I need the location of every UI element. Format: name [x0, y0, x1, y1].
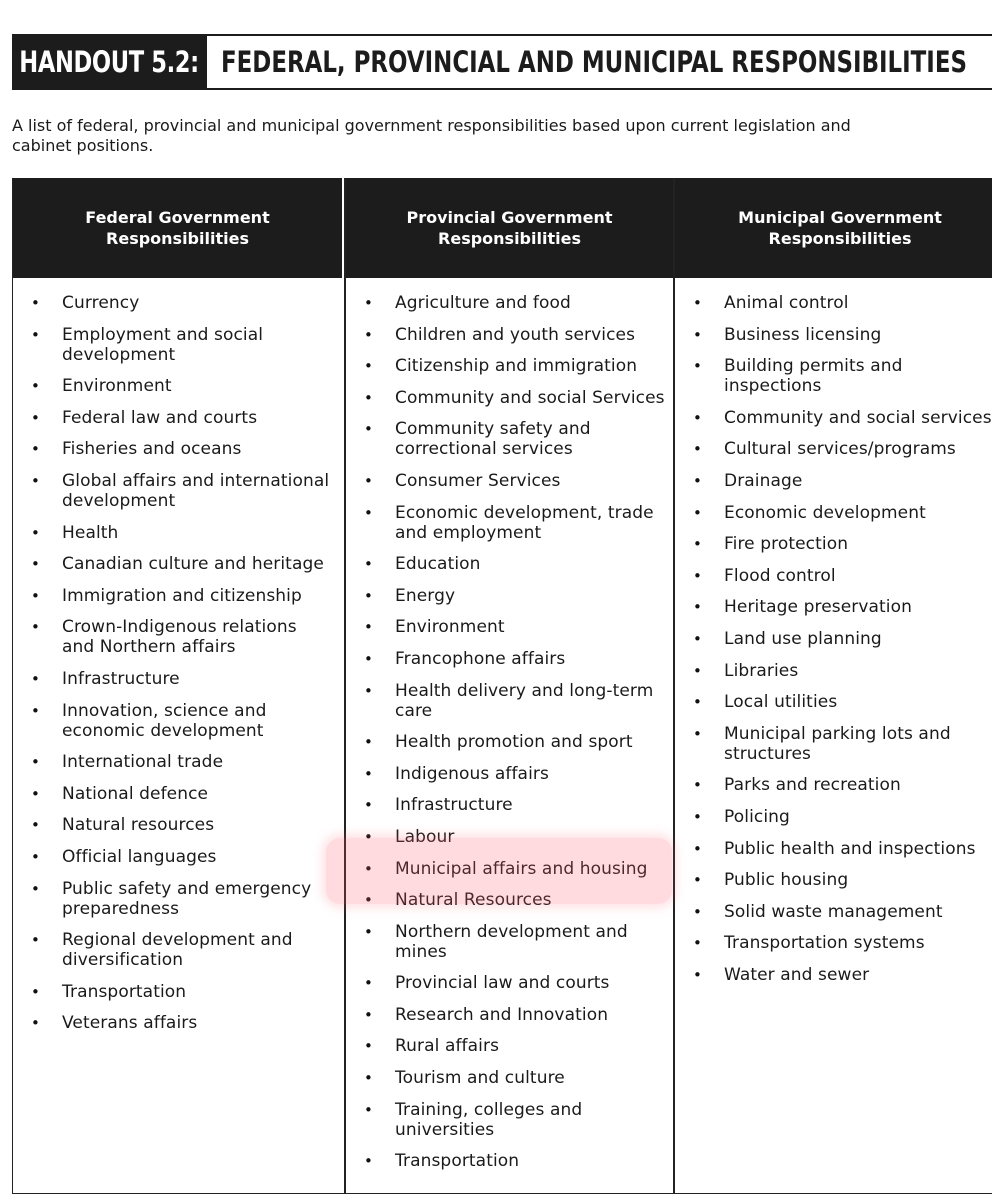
- list-item: [693, 807, 992, 827]
- list-item-text: Flood control: [724, 565, 836, 586]
- bullet-icon: •: [31, 408, 40, 427]
- bullet-icon: •: [31, 440, 40, 459]
- list-item-text: Innovation, science and economic development: [62, 700, 267, 741]
- list-item-text: Natural resources: [62, 815, 215, 836]
- bullet-icon: •: [31, 847, 40, 866]
- bullet-icon: •: [693, 408, 702, 427]
- list-item: [364, 732, 665, 752]
- bullet-icon: •: [364, 974, 373, 993]
- list-item-text: Building permits and inspections: [724, 356, 903, 397]
- list-item: [693, 566, 992, 586]
- bullet-icon: •: [31, 523, 40, 542]
- list-item-text: Environment: [395, 617, 505, 638]
- bullet-icon: •: [31, 377, 40, 396]
- handout-number: HANDOUT 5.2:: [12, 36, 207, 88]
- list-item-text: National defence: [62, 783, 209, 804]
- list-item: [31, 847, 334, 867]
- municipal-list: [675, 278, 992, 985]
- list-item-text: Public housing: [724, 870, 849, 891]
- list-item: [31, 439, 334, 459]
- bullet-icon: •: [31, 555, 40, 574]
- bullet-icon: •: [31, 784, 40, 803]
- list-item-text: Immigration and citizenship: [62, 585, 302, 606]
- list-item-text: Infrastructure: [62, 668, 180, 689]
- list-item-text: Veterans affairs: [62, 1013, 198, 1034]
- list-item: [31, 784, 334, 804]
- provincial-list: [346, 278, 673, 1171]
- bullet-icon: •: [693, 902, 702, 921]
- list-item: [31, 471, 334, 511]
- list-item-text: Children and youth services: [395, 324, 636, 345]
- list-item: [31, 879, 334, 919]
- bullet-icon: •: [364, 681, 373, 700]
- list-item-text: Drainage: [724, 470, 803, 491]
- list-item-text: Health: [62, 522, 119, 543]
- bullet-icon: •: [364, 796, 373, 815]
- bullet-icon: •: [31, 1014, 40, 1033]
- bullet-icon: •: [31, 931, 40, 950]
- list-item-text: Fisheries and oceans: [62, 439, 242, 460]
- bullet-icon: •: [364, 586, 373, 605]
- list-item: [693, 724, 992, 764]
- list-item-text: Libraries: [724, 660, 799, 681]
- list-item-text: Animal control: [724, 293, 849, 313]
- list-item-text: Economic development, trade and employment: [395, 502, 654, 543]
- list-item: [693, 503, 992, 523]
- bullet-icon: •: [364, 325, 373, 344]
- bullet-icon: •: [693, 294, 702, 312]
- list-item: [31, 815, 334, 835]
- list-item-text: Transportation systems: [724, 933, 925, 954]
- bullet-icon: •: [31, 701, 40, 720]
- list-item: [364, 1151, 665, 1171]
- highlighter-mark: [326, 838, 672, 904]
- list-item-text: Francophone affairs: [395, 648, 566, 669]
- list-item: [31, 752, 334, 772]
- bullet-icon: •: [693, 471, 702, 490]
- list-item-text: Canadian culture and heritage: [62, 554, 324, 575]
- list-item: [31, 376, 334, 396]
- list-item-text: Public safety and emergency preparedness: [62, 878, 312, 919]
- list-item: [31, 1013, 334, 1033]
- list-item: [364, 922, 665, 962]
- responsibilities-table: [12, 178, 992, 1194]
- list-item: [364, 764, 665, 784]
- list-item: [693, 597, 992, 617]
- list-item-text: Citizenship and immigration: [395, 356, 638, 377]
- federal-column-header: Federal Government Responsibilities: [13, 178, 342, 278]
- list-item-text: Health delivery and long-term care: [395, 680, 654, 721]
- list-item-text: Cultural services/programs: [724, 439, 956, 460]
- list-item-text: Community safety and correctional services: [395, 419, 591, 460]
- bullet-icon: •: [364, 388, 373, 407]
- list-item: [364, 503, 665, 543]
- bullet-icon: •: [693, 934, 702, 953]
- list-item-text: Public health and inspections: [724, 838, 976, 859]
- list-item: [31, 669, 334, 689]
- list-item: [31, 701, 334, 741]
- list-item-text: Municipal parking lots and structures: [724, 723, 951, 764]
- list-item: [693, 933, 992, 953]
- bullet-icon: •: [31, 294, 40, 312]
- list-item-text: Business licensing: [724, 324, 882, 345]
- list-item: [693, 325, 992, 345]
- list-item: [364, 1036, 665, 1056]
- bullet-icon: •: [693, 325, 702, 344]
- list-item-text: Consumer Services: [395, 470, 561, 491]
- bullet-icon: •: [364, 471, 373, 490]
- list-item-text: Water and sewer: [724, 964, 870, 985]
- list-item-text: Policing: [724, 806, 790, 827]
- provincial-column: [344, 178, 673, 1193]
- bullet-icon: •: [31, 618, 40, 637]
- bullet-icon: •: [693, 724, 702, 743]
- bullet-icon: •: [693, 807, 702, 826]
- list-item: [693, 629, 992, 649]
- list-item-text: Employment and social development: [62, 324, 264, 365]
- list-item: [31, 930, 334, 970]
- list-item-text: Economic development: [724, 502, 926, 523]
- bullet-icon: •: [693, 629, 702, 648]
- list-item: [31, 617, 334, 657]
- handout-banner: [12, 34, 992, 90]
- list-item-text: Rural affairs: [395, 1036, 500, 1057]
- list-item-text: Infrastructure: [395, 795, 513, 816]
- bullet-icon: •: [364, 922, 373, 941]
- list-item-text: Municipal affairs and housing: [395, 858, 648, 879]
- bullet-icon: •: [364, 764, 373, 783]
- list-item-text: Labour: [395, 826, 455, 847]
- list-item: [31, 293, 334, 313]
- federal-list: [13, 278, 342, 1033]
- intro-paragraph: A list of federal, provincial and municipal government responsibilities based upon current legislation and cabinet positions.: [12, 116, 851, 155]
- bullet-icon: •: [364, 420, 373, 439]
- list-item-text: Indigenous affairs: [395, 763, 549, 784]
- list-item-text: Crown-Indigenous relations and Northern affairs: [62, 617, 297, 658]
- list-item-text: Health promotion and sport: [395, 732, 633, 753]
- list-item-text: Community and social services: [724, 407, 992, 428]
- list-item: [364, 1100, 665, 1140]
- list-item: [693, 692, 992, 712]
- bullet-icon: •: [364, 827, 373, 846]
- list-item-text: Currency: [62, 293, 140, 313]
- list-item-text: Training, colleges and universities: [395, 1099, 583, 1140]
- list-item-text: Agriculture and food: [395, 293, 571, 313]
- bullet-icon: •: [31, 879, 40, 898]
- list-item: [693, 356, 992, 396]
- list-item: [693, 471, 992, 491]
- list-item: [364, 419, 665, 459]
- list-item-text: Education: [395, 554, 481, 575]
- list-item: [364, 356, 665, 376]
- bullet-icon: •: [31, 982, 40, 1001]
- bullet-icon: •: [693, 839, 702, 858]
- list-item-text: Northern development and mines: [395, 921, 628, 962]
- list-item-text: Research and Innovation: [395, 1004, 609, 1025]
- list-item: [364, 681, 665, 721]
- list-item: [364, 471, 665, 491]
- bullet-icon: •: [364, 859, 373, 878]
- bullet-icon: •: [364, 1005, 373, 1024]
- list-item: [31, 554, 334, 574]
- list-item-text: Transportation: [395, 1151, 520, 1172]
- bullet-icon: •: [364, 1100, 373, 1119]
- list-item-text: Solid waste management: [724, 901, 943, 922]
- list-item: [693, 839, 992, 859]
- list-item: [31, 982, 334, 1002]
- list-item-text: Fire protection: [724, 534, 849, 555]
- bullet-icon: •: [693, 776, 702, 795]
- list-item: [693, 534, 992, 554]
- list-item: [693, 293, 992, 313]
- bullet-icon: •: [693, 598, 702, 617]
- list-item: [693, 775, 992, 795]
- list-item: [31, 586, 334, 606]
- list-item: [364, 973, 665, 993]
- bullet-icon: •: [693, 440, 702, 459]
- bullet-icon: •: [364, 1152, 373, 1171]
- list-item-text: Heritage preservation: [724, 597, 913, 618]
- list-item: [693, 408, 992, 428]
- list-item: [31, 523, 334, 543]
- bullet-icon: •: [364, 555, 373, 574]
- bullet-icon: •: [693, 871, 702, 890]
- list-item: [364, 795, 665, 815]
- list-item-text: Tourism and culture: [395, 1068, 565, 1089]
- list-item: [364, 1005, 665, 1025]
- bullet-icon: •: [364, 294, 373, 312]
- list-item: [364, 554, 665, 574]
- bullet-icon: •: [364, 1069, 373, 1088]
- bullet-icon: •: [364, 357, 373, 376]
- bullet-icon: •: [31, 325, 40, 344]
- list-item: [364, 325, 665, 345]
- bullet-icon: •: [693, 503, 702, 522]
- bullet-icon: •: [693, 693, 702, 712]
- bullet-icon: •: [693, 535, 702, 554]
- list-item: [31, 408, 334, 428]
- list-item-text: Transportation: [62, 981, 187, 1002]
- list-item: [693, 439, 992, 459]
- bullet-icon: •: [364, 733, 373, 752]
- list-item-text: Natural Resources: [395, 890, 552, 911]
- list-item-text: Land use planning: [724, 628, 882, 649]
- bullet-icon: •: [364, 891, 373, 910]
- list-item: [31, 325, 334, 365]
- list-item: [364, 1068, 665, 1088]
- bullet-icon: •: [364, 1037, 373, 1056]
- bullet-icon: •: [693, 965, 702, 984]
- list-item-text: Local utilities: [724, 692, 838, 713]
- bullet-icon: •: [364, 649, 373, 668]
- list-item-text: Energy: [395, 585, 456, 606]
- list-item-text: International trade: [62, 752, 224, 773]
- bullet-icon: •: [693, 661, 702, 680]
- provincial-column-header: Provincial Government Responsibilities: [346, 178, 673, 278]
- list-item-text: Parks and recreation: [724, 775, 901, 796]
- bullet-icon: •: [31, 586, 40, 605]
- bullet-icon: •: [364, 503, 373, 522]
- list-item-text: Community and social Services: [395, 387, 665, 408]
- municipal-column-header: Municipal Government Responsibilities: [675, 178, 992, 278]
- bullet-icon: •: [693, 357, 702, 376]
- list-item: [364, 617, 665, 637]
- bullet-icon: •: [364, 618, 373, 637]
- municipal-column: [673, 178, 992, 1193]
- bullet-icon: •: [31, 471, 40, 490]
- list-item-text: Provincial law and courts: [395, 973, 610, 994]
- list-item-text: Regional development and diversification: [62, 930, 293, 971]
- bullet-icon: •: [31, 753, 40, 772]
- list-item-text: Federal law and courts: [62, 407, 258, 428]
- list-item-text: Environment: [62, 376, 172, 397]
- federal-column: [13, 178, 342, 1193]
- bullet-icon: •: [31, 816, 40, 835]
- bullet-icon: •: [31, 669, 40, 688]
- list-item: [693, 965, 992, 985]
- list-item: [693, 902, 992, 922]
- list-item-text: Global affairs and international development: [62, 470, 330, 511]
- list-item: [364, 649, 665, 669]
- handout-title: FEDERAL, PROVINCIAL AND MUNICIPAL RESPONSIBILITIES: [221, 45, 967, 79]
- list-item: [364, 293, 665, 313]
- list-item: [364, 388, 665, 408]
- list-item: [364, 586, 665, 606]
- list-item-text: Official languages: [62, 846, 217, 867]
- bullet-icon: •: [693, 566, 702, 585]
- list-item: [693, 870, 992, 890]
- list-item: [693, 661, 992, 681]
